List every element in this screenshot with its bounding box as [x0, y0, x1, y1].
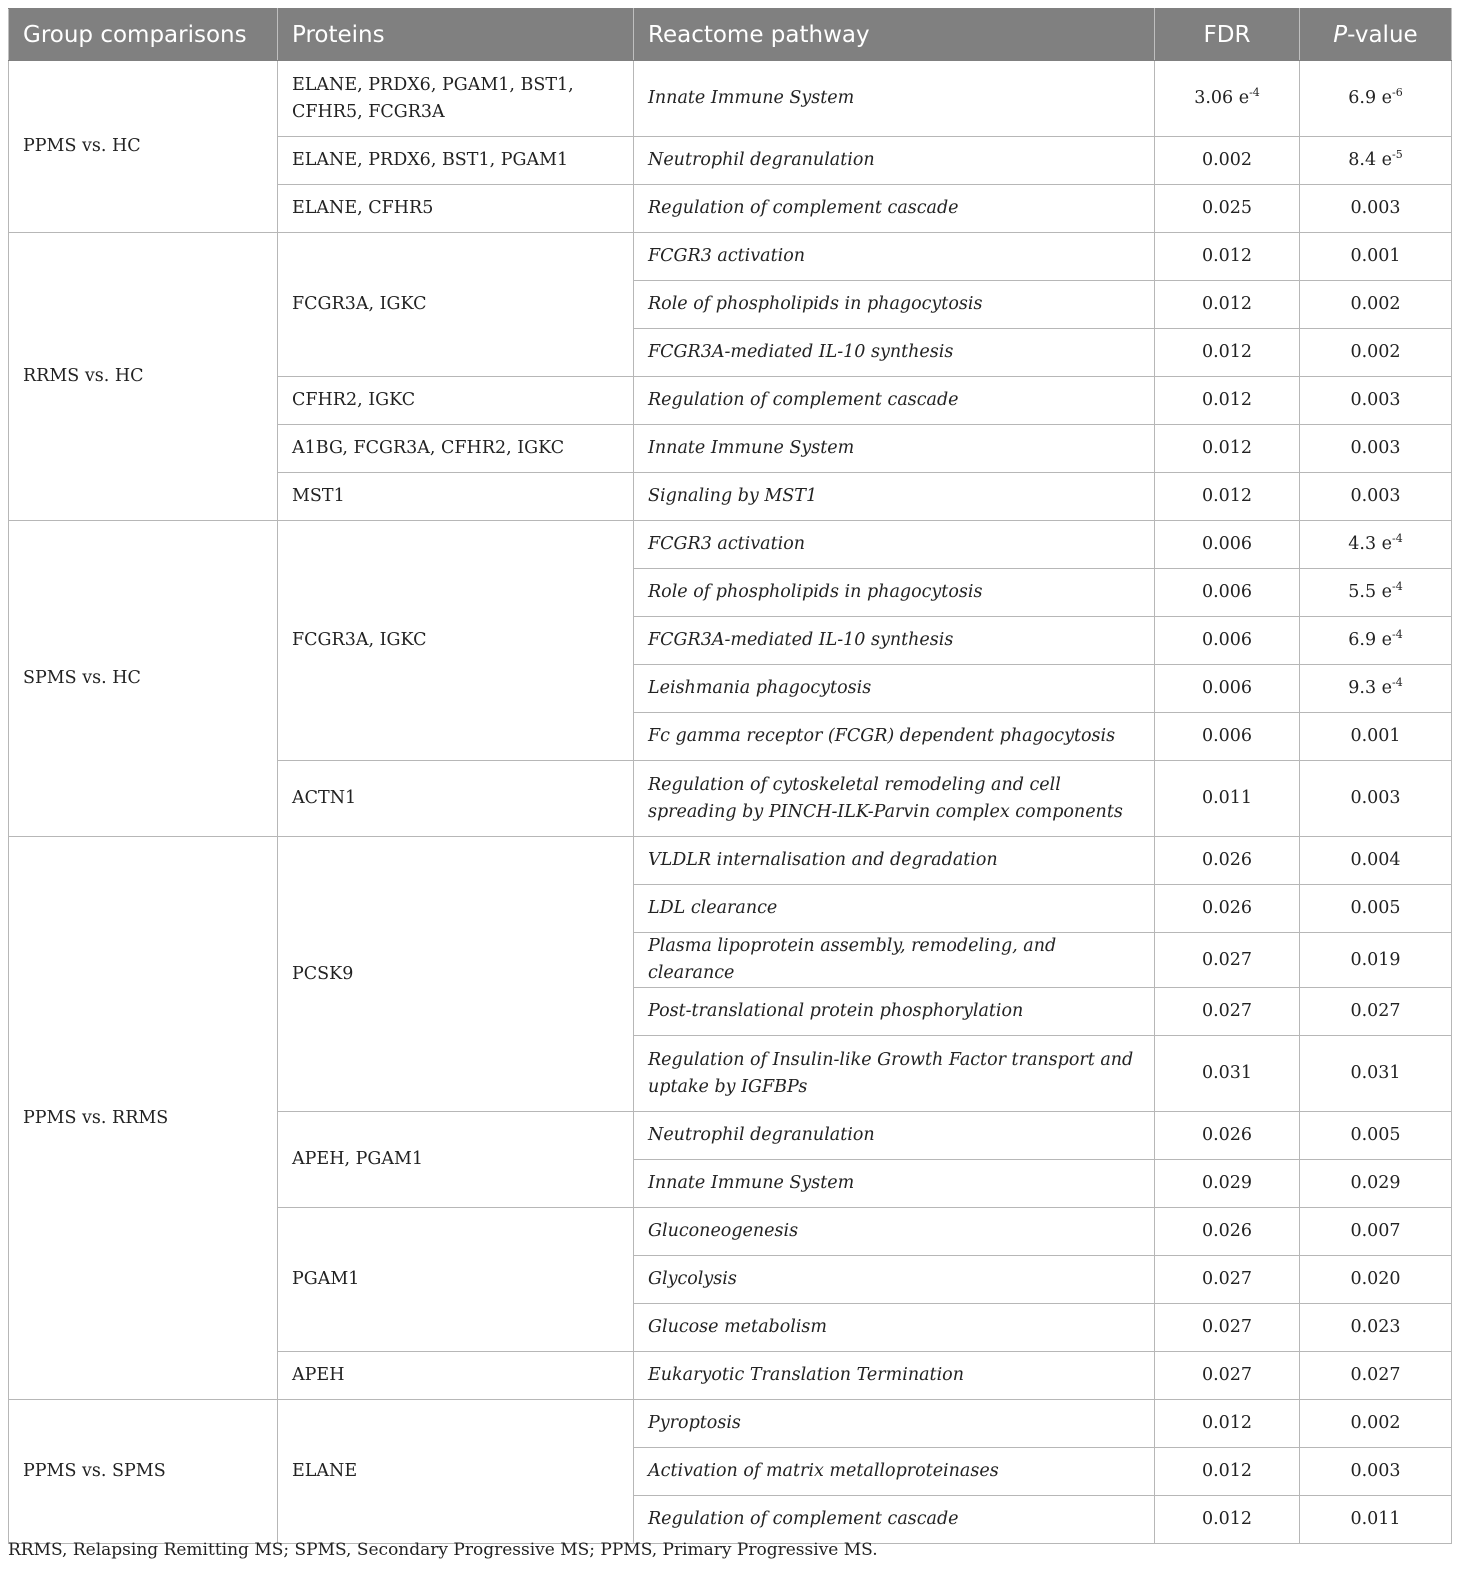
pvalue-cell-value: 0.003	[1350, 438, 1401, 458]
fdr-cell	[1155, 1112, 1300, 1160]
pvalue-cell-exponent: -4	[1392, 676, 1403, 689]
pvalue-cell	[1300, 1036, 1452, 1112]
proteins-cell: APEH	[278, 1352, 634, 1400]
table-row	[9, 837, 1452, 885]
header-row	[9, 9, 1452, 61]
fdr-cell	[1155, 137, 1300, 185]
pvalue-cell	[1300, 933, 1452, 988]
fdr-cell-value: 0.006	[1201, 582, 1253, 602]
header-group: Group comparisons	[9, 9, 278, 61]
pathway-cell: Post-translational protein phosphorylation	[634, 988, 1155, 1036]
pvalue-cell	[1300, 425, 1452, 473]
pvalue-cell-value: 0.007	[1350, 1221, 1401, 1241]
pvalue-cell-exponent: -4	[1392, 628, 1403, 641]
pvalue-cell-value: 0.005	[1350, 1125, 1401, 1145]
fdr-cell-value: 0.026	[1201, 850, 1253, 870]
pvalue-cell	[1300, 281, 1452, 329]
fdr-cell-value: 0.012	[1201, 486, 1253, 506]
fdr-cell	[1155, 521, 1300, 569]
proteins-cell: ELANE, PRDX6, BST1, PGAM1	[278, 137, 634, 185]
header-fdr: FDR	[1155, 9, 1300, 61]
fdr-cell-value: 0.012	[1201, 390, 1253, 410]
pvalue-cell-value: 5.5 e	[1348, 582, 1393, 602]
table-footnote: RRMS, Relapsing Remitting MS; SPMS, Secondary Progressive MS; PPMS, Primary Progressive MS.	[8, 1540, 878, 1560]
pvalue-cell-value: 4.3 e	[1348, 534, 1393, 554]
pvalue-cell-exponent: -4	[1392, 580, 1403, 593]
header-pathway: Reactome pathway	[634, 9, 1155, 61]
fdr-cell-value: 3.06 e	[1194, 88, 1250, 108]
header-pvalue-suffix: -value	[1347, 21, 1418, 48]
fdr-cell-value: 0.027	[1201, 1365, 1253, 1385]
pvalue-cell	[1300, 329, 1452, 377]
fdr-cell-value: 0.026	[1201, 1125, 1253, 1145]
fdr-cell	[1155, 1208, 1300, 1256]
fdr-cell	[1155, 1448, 1300, 1496]
pvalue-cell	[1300, 473, 1452, 521]
pvalue-cell	[1300, 665, 1452, 713]
header-proteins: Proteins	[278, 9, 634, 61]
fdr-cell	[1155, 933, 1300, 988]
fdr-cell	[1155, 988, 1300, 1036]
proteins-cell: FCGR3A, IGKC	[278, 521, 634, 761]
pathway-cell: Regulation of complement cascade	[634, 1496, 1155, 1544]
pathway-cell: Role of phospholipids in phagocytosis	[634, 281, 1155, 329]
pathway-cell: Regulation of Insulin-like Growth Factor transport and uptake by IGFBPs	[634, 1036, 1155, 1112]
pathway-cell: Pyroptosis	[634, 1400, 1155, 1448]
header-pvalue-italic: P	[1333, 21, 1348, 48]
fdr-cell-value: 0.006	[1201, 534, 1253, 554]
fdr-cell	[1155, 837, 1300, 885]
pvalue-cell	[1300, 1496, 1452, 1544]
pathway-cell: Fc gamma receptor (FCGR) dependent phagocytosis	[634, 713, 1155, 761]
table-container	[8, 8, 1451, 1544]
pvalue-cell	[1300, 1448, 1452, 1496]
table-row	[9, 61, 1452, 137]
pathway-cell: FCGR3A-mediated IL-10 synthesis	[634, 617, 1155, 665]
pvalue-cell	[1300, 761, 1452, 837]
fdr-cell	[1155, 1400, 1300, 1448]
proteins-cell: APEH, PGAM1	[278, 1112, 634, 1208]
pvalue-cell-value: 6.9 e	[1348, 630, 1393, 650]
pvalue-cell	[1300, 185, 1452, 233]
table-row	[9, 233, 1452, 281]
group-cell: PPMS vs. RRMS	[9, 837, 278, 1400]
fdr-cell	[1155, 665, 1300, 713]
group-cell: PPMS vs. SPMS	[9, 1400, 278, 1544]
pathway-cell: Signaling by MST1	[634, 473, 1155, 521]
pvalue-cell	[1300, 1112, 1452, 1160]
fdr-cell-value: 0.029	[1201, 1173, 1253, 1193]
fdr-cell	[1155, 569, 1300, 617]
pathway-cell: VLDLR internalisation and degradation	[634, 837, 1155, 885]
fdr-cell-value: 0.006	[1201, 726, 1253, 746]
pathway-cell: Eukaryotic Translation Termination	[634, 1352, 1155, 1400]
pathway-cell: Regulation of cytoskeletal remodeling and cell spreading by PINCH-ILK-Parvin complex components	[634, 761, 1155, 837]
pvalue-cell-value: 0.003	[1350, 390, 1401, 410]
pvalue-cell-value: 0.004	[1350, 850, 1401, 870]
fdr-cell	[1155, 61, 1300, 137]
fdr-cell-value: 0.011	[1201, 788, 1253, 808]
fdr-cell-value: 0.002	[1201, 150, 1253, 170]
pvalue-cell-value: 0.002	[1350, 342, 1401, 362]
pathway-cell: Regulation of complement cascade	[634, 377, 1155, 425]
pvalue-cell	[1300, 1304, 1452, 1352]
pathway-cell: FCGR3 activation	[634, 521, 1155, 569]
fdr-cell	[1155, 617, 1300, 665]
pathway-cell: FCGR3 activation	[634, 233, 1155, 281]
pvalue-cell-value: 0.003	[1350, 198, 1401, 218]
fdr-cell-value: 0.027	[1201, 1317, 1253, 1337]
fdr-cell	[1155, 713, 1300, 761]
pvalue-cell-value: 0.019	[1350, 949, 1401, 970]
fdr-cell	[1155, 1256, 1300, 1304]
fdr-cell-value: 0.012	[1201, 1461, 1253, 1481]
proteins-cell: ELANE, PRDX6, PGAM1, BST1, CFHR5, FCGR3A	[278, 61, 634, 137]
pvalue-cell	[1300, 837, 1452, 885]
pvalue-cell-value: 0.003	[1350, 1461, 1401, 1481]
pvalue-cell	[1300, 1256, 1452, 1304]
fdr-cell	[1155, 425, 1300, 473]
pvalue-cell	[1300, 713, 1452, 761]
fdr-cell-exponent: -4	[1249, 86, 1260, 99]
pathway-cell: Neutrophil degranulation	[634, 137, 1155, 185]
pvalue-cell-value: 0.011	[1350, 1509, 1401, 1529]
pathway-cell: Gluconeogenesis	[634, 1208, 1155, 1256]
pvalue-cell	[1300, 137, 1452, 185]
fdr-cell-value: 0.027	[1201, 1269, 1253, 1289]
pvalue-cell-value: 0.027	[1350, 1365, 1401, 1385]
pathway-cell: Neutrophil degranulation	[634, 1112, 1155, 1160]
fdr-cell-value: 0.012	[1201, 1413, 1253, 1433]
fdr-cell-value: 0.027	[1201, 1001, 1253, 1021]
pathway-cell: FCGR3A-mediated IL-10 synthesis	[634, 329, 1155, 377]
pvalue-cell	[1300, 1352, 1452, 1400]
fdr-cell	[1155, 185, 1300, 233]
pvalue-cell	[1300, 569, 1452, 617]
pvalue-cell-value: 0.002	[1350, 294, 1401, 314]
fdr-cell	[1155, 233, 1300, 281]
pathway-cell: Regulation of complement cascade	[634, 185, 1155, 233]
pvalue-cell-value: 0.001	[1350, 246, 1401, 266]
pvalue-cell-exponent: -5	[1392, 148, 1403, 161]
fdr-cell	[1155, 761, 1300, 837]
fdr-cell-value: 0.025	[1201, 198, 1253, 218]
proteins-cell: A1BG, FCGR3A, CFHR2, IGKC	[278, 425, 634, 473]
fdr-cell	[1155, 281, 1300, 329]
pathway-cell: Leishmania phagocytosis	[634, 665, 1155, 713]
proteins-cell: PCSK9	[278, 837, 634, 1112]
pvalue-cell-value: 0.029	[1350, 1173, 1401, 1193]
pathway-cell: Role of phospholipids in phagocytosis	[634, 569, 1155, 617]
pvalue-cell	[1300, 1208, 1452, 1256]
pvalue-cell	[1300, 988, 1452, 1036]
pvalue-cell-value: 0.027	[1350, 1001, 1401, 1021]
pvalue-cell-value: 0.003	[1350, 788, 1401, 808]
pathway-cell: Plasma lipoprotein assembly, remodeling, and clearance	[634, 933, 1155, 988]
table-row	[9, 1400, 1452, 1448]
pathway-cell: Glucose metabolism	[634, 1304, 1155, 1352]
fdr-cell	[1155, 1352, 1300, 1400]
pvalue-cell-value: 6.9 e	[1348, 88, 1393, 108]
fdr-cell	[1155, 377, 1300, 425]
pvalue-cell-value: 0.020	[1350, 1269, 1401, 1289]
fdr-cell	[1155, 1304, 1300, 1352]
group-cell: SPMS vs. HC	[9, 521, 278, 837]
group-cell: RRMS vs. HC	[9, 233, 278, 521]
pvalue-cell-value: 0.005	[1350, 898, 1401, 918]
fdr-cell-value: 0.012	[1201, 294, 1253, 314]
pathway-cell: Glycolysis	[634, 1256, 1155, 1304]
pvalue-cell-value: 0.031	[1350, 1063, 1401, 1083]
pvalue-cell-value: 0.003	[1350, 486, 1401, 506]
pvalue-cell-value: 9.3 e	[1348, 678, 1393, 698]
fdr-cell	[1155, 473, 1300, 521]
fdr-cell	[1155, 1496, 1300, 1544]
header-pvalue	[1300, 9, 1452, 61]
pathway-cell: Innate Immune System	[634, 1160, 1155, 1208]
proteins-cell: ACTN1	[278, 761, 634, 837]
proteins-cell: ELANE	[278, 1400, 634, 1544]
pvalue-cell	[1300, 233, 1452, 281]
fdr-cell-value: 0.006	[1201, 678, 1253, 698]
pvalue-cell-value: 0.001	[1350, 726, 1401, 746]
pathway-table	[8, 8, 1452, 1544]
pvalue-cell-value: 0.002	[1350, 1413, 1401, 1433]
fdr-cell-value: 0.026	[1201, 898, 1253, 918]
fdr-cell	[1155, 1036, 1300, 1112]
pvalue-cell-exponent: -6	[1392, 86, 1403, 99]
pvalue-cell	[1300, 521, 1452, 569]
pvalue-cell	[1300, 1400, 1452, 1448]
table-body	[9, 61, 1452, 1544]
pvalue-cell	[1300, 61, 1452, 137]
fdr-cell	[1155, 1160, 1300, 1208]
fdr-cell-value: 0.006	[1201, 630, 1253, 650]
pvalue-cell-value: 8.4 e	[1348, 150, 1393, 170]
fdr-cell-value: 0.026	[1201, 1221, 1253, 1241]
proteins-cell: MST1	[278, 473, 634, 521]
fdr-cell-value: 0.012	[1201, 1509, 1253, 1529]
fdr-cell-value: 0.031	[1201, 1063, 1253, 1083]
group-cell: PPMS vs. HC	[9, 61, 278, 233]
table-row	[9, 521, 1452, 569]
pvalue-cell	[1300, 885, 1452, 933]
pvalue-cell	[1300, 377, 1452, 425]
proteins-cell: FCGR3A, IGKC	[278, 233, 634, 377]
fdr-cell-value: 0.012	[1201, 438, 1253, 458]
pathway-cell: Innate Immune System	[634, 61, 1155, 137]
proteins-cell: CFHR2, IGKC	[278, 377, 634, 425]
fdr-cell	[1155, 329, 1300, 377]
fdr-cell	[1155, 885, 1300, 933]
pvalue-cell-exponent: -4	[1392, 532, 1403, 545]
proteins-cell: ELANE, CFHR5	[278, 185, 634, 233]
pvalue-cell-value: 0.023	[1350, 1317, 1401, 1337]
pathway-cell: Innate Immune System	[634, 425, 1155, 473]
proteins-cell: PGAM1	[278, 1208, 634, 1352]
pvalue-cell	[1300, 1160, 1452, 1208]
fdr-cell-value: 0.027	[1201, 949, 1253, 970]
pvalue-cell	[1300, 617, 1452, 665]
fdr-cell-value: 0.012	[1201, 246, 1253, 266]
fdr-cell-value: 0.012	[1201, 342, 1253, 362]
pathway-cell: LDL clearance	[634, 885, 1155, 933]
pathway-cell: Activation of matrix metalloproteinases	[634, 1448, 1155, 1496]
